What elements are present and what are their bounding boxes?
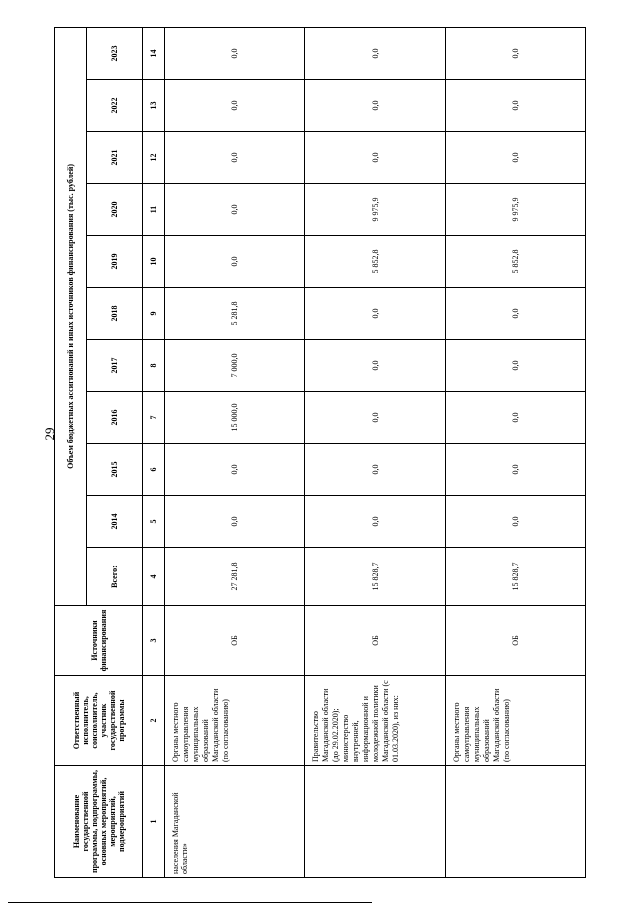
value-cell: 0,0 bbox=[305, 287, 445, 339]
value-cell: 0,0 bbox=[165, 79, 305, 131]
value-cell: 0,0 bbox=[165, 27, 305, 79]
col-number: 3 bbox=[143, 605, 165, 675]
col-number: 13 bbox=[143, 79, 165, 131]
rotated-table-container bbox=[54, 28, 586, 878]
value-cell: 5 852,8 bbox=[445, 235, 585, 287]
value-cell: 0,0 bbox=[445, 339, 585, 391]
value-cell: 0,0 bbox=[445, 443, 585, 495]
responsible-cell: Правительство Магаданской области (до 29.02.2020); министерство внутренней, информационной и молодежной политики Магаданской области (с 01.03.2020), из них: bbox=[305, 675, 445, 765]
col-number: 8 bbox=[143, 339, 165, 391]
value-cell: 9 975,9 bbox=[305, 183, 445, 235]
col-number: 7 bbox=[143, 391, 165, 443]
value-cell: 0,0 bbox=[305, 495, 445, 547]
value-cell: 0,0 bbox=[305, 131, 445, 183]
col-number: 6 bbox=[143, 443, 165, 495]
col-number: 1 bbox=[143, 765, 165, 877]
header-total: Всего: bbox=[87, 547, 143, 605]
value-cell: 0,0 bbox=[165, 235, 305, 287]
table-row bbox=[165, 27, 305, 877]
program-name-cell-empty bbox=[305, 765, 445, 877]
value-cell: 0,0 bbox=[305, 27, 445, 79]
program-name-cell-empty bbox=[445, 765, 585, 877]
value-cell: 0,0 bbox=[305, 339, 445, 391]
col-number: 14 bbox=[143, 27, 165, 79]
footnote-separator-line bbox=[8, 902, 372, 903]
value-cell: 0,0 bbox=[165, 131, 305, 183]
table-row bbox=[305, 27, 445, 877]
total-cell: 15 828,7 bbox=[305, 547, 445, 605]
responsible-cell: Органы местного самоуправления муниципальных образований Магаданской области (по согласованию) bbox=[165, 675, 305, 765]
header-year: 2021 bbox=[87, 131, 143, 183]
header-year: 2023 bbox=[87, 27, 143, 79]
financing-table bbox=[54, 26, 586, 877]
header-year: 2014 bbox=[87, 495, 143, 547]
col-number: 10 bbox=[143, 235, 165, 287]
column-number-row bbox=[143, 27, 165, 877]
value-cell: 0,0 bbox=[305, 79, 445, 131]
total-cell: 27 281,8 bbox=[165, 547, 305, 605]
header-source: Источники финансирования bbox=[55, 605, 143, 675]
value-cell: 7 000,0 bbox=[165, 339, 305, 391]
header-year: 2018 bbox=[87, 287, 143, 339]
source-cell: ОБ bbox=[445, 605, 585, 675]
page-number: 29 bbox=[42, 427, 57, 441]
value-cell: 0,0 bbox=[445, 495, 585, 547]
total-cell: 15 828,7 bbox=[445, 547, 585, 605]
header-year: 2022 bbox=[87, 79, 143, 131]
value-cell: 15 000,0 bbox=[165, 391, 305, 443]
col-number: 9 bbox=[143, 287, 165, 339]
program-name-cell: населения Магаданской области» bbox=[165, 765, 305, 877]
value-cell: 0,0 bbox=[445, 287, 585, 339]
value-cell: 5 852,8 bbox=[305, 235, 445, 287]
value-cell: 5 281,8 bbox=[165, 287, 305, 339]
header-row-main bbox=[55, 27, 87, 877]
col-number: 12 bbox=[143, 131, 165, 183]
col-number: 4 bbox=[143, 547, 165, 605]
col-number: 11 bbox=[143, 183, 165, 235]
value-cell: 0,0 bbox=[165, 183, 305, 235]
value-cell: 0,0 bbox=[165, 495, 305, 547]
value-cell: 0,0 bbox=[445, 391, 585, 443]
value-cell: 0,0 bbox=[445, 79, 585, 131]
header-name: Наименование государственной программы, подпрограммы, основных мероприятий, мероприятий, подмероприятий bbox=[55, 765, 143, 877]
header-responsible: Ответственный исполнитель, соисполнитель, участник государственной программы bbox=[55, 675, 143, 765]
value-cell: 9 975,9 bbox=[445, 183, 585, 235]
col-number: 5 bbox=[143, 495, 165, 547]
source-cell: ОБ bbox=[305, 605, 445, 675]
header-year: 2016 bbox=[87, 391, 143, 443]
value-cell: 0,0 bbox=[445, 27, 585, 79]
col-number: 2 bbox=[143, 675, 165, 765]
header-year: 2019 bbox=[87, 235, 143, 287]
value-cell: 0,0 bbox=[305, 443, 445, 495]
source-cell: ОБ bbox=[165, 605, 305, 675]
header-year: 2015 bbox=[87, 443, 143, 495]
header-volume: Объем бюджетных ассигнований и иных источников финансирования (тыс. рублей) bbox=[55, 27, 87, 605]
responsible-cell: Органы местного самоуправления муниципальных образований Магаданской области (по согласованию) bbox=[445, 675, 585, 765]
value-cell: 0,0 bbox=[165, 443, 305, 495]
header-year: 2020 bbox=[87, 183, 143, 235]
value-cell: 0,0 bbox=[305, 391, 445, 443]
header-year: 2017 bbox=[87, 339, 143, 391]
value-cell: 0,0 bbox=[445, 131, 585, 183]
table-row bbox=[445, 27, 585, 877]
